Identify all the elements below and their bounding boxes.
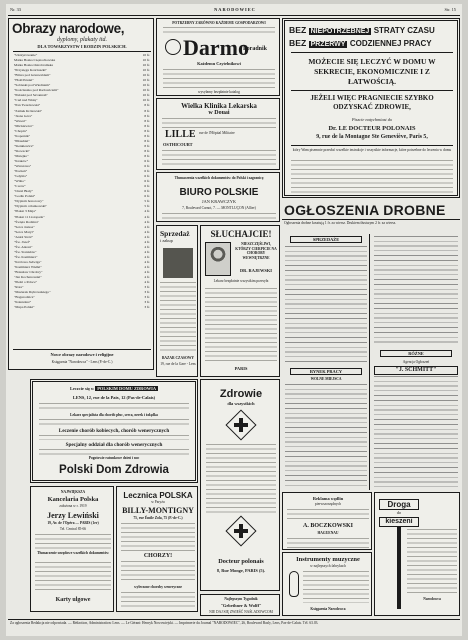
item-name: "Bolesław Chrobry"	[14, 270, 43, 275]
header-page: Str. 15	[444, 7, 456, 12]
item-price: 10 fr.	[142, 93, 150, 98]
biuro-top: Tłumaczenia wszelkich dokumentów do Polski i zagranicę	[174, 176, 264, 180]
headline-2	[289, 38, 459, 50]
droga-word: kieszeni	[379, 517, 419, 527]
item-price: 4 fr.	[144, 229, 150, 234]
item-price: 8 fr.	[144, 153, 150, 158]
doctor-addr: 9, rue de la Montagne Ste Geneviève, Paris 5,	[316, 134, 428, 140]
item-name: "Pułaski pod Savannah"	[14, 93, 48, 98]
item-name: "Przysięga Kościuszki"	[14, 68, 47, 73]
item-name: "Matejko"	[14, 153, 29, 158]
item-name: "Kraków"	[14, 158, 29, 163]
ogloszenia-section	[282, 200, 460, 490]
item-price: 4 fr.	[144, 270, 150, 275]
item-name: "Święta Rodzina"	[14, 219, 39, 224]
item-name: "Królowa Jadwiga"	[14, 259, 42, 264]
instrumenty-title: Instrumenty muzyczne	[296, 556, 360, 563]
item-price: 4 fr.	[144, 239, 150, 244]
cross-icon-top	[225, 409, 256, 440]
item-name: "Warszawa"	[14, 164, 32, 169]
sprzedaz-addr: 19, rue de la Gare - Lens	[160, 362, 196, 366]
reklama-sub: pierwszorzędnych	[314, 502, 342, 506]
page-header	[10, 7, 458, 14]
kancelaria-mid: Tłumaczenie urzędowe wszelkich dokumentów	[37, 551, 109, 555]
obrazy-sub2: DLA TOWARZYSTW I RODZIN POLSKICH.	[37, 44, 127, 49]
lecznica-sub: w Paryżu	[151, 500, 165, 504]
droga-ad	[374, 492, 460, 616]
item-price: 4 fr.	[144, 259, 150, 264]
item-name: "Plakat 3 Maja"	[14, 209, 37, 214]
item-name: "Mapa Polski"	[14, 305, 35, 310]
doctor-portrait	[205, 242, 231, 276]
item-price: 8 fr.	[144, 143, 150, 148]
kancelaria-name: Jerzy Lewiński	[47, 511, 99, 520]
biuro-owner: JAN KRAWCZYK	[201, 199, 237, 204]
reklama-ad	[282, 492, 372, 550]
item-name: "Piłsudski"	[14, 138, 30, 143]
item-price: 3 fr.	[144, 290, 150, 295]
item-price: 4 fr.	[144, 249, 150, 254]
item-price: 8 fr.	[144, 138, 150, 143]
item-price: 3 fr.	[144, 305, 150, 310]
item-price: 4 fr.	[144, 219, 150, 224]
page-footer: Za ogłoszenia Redakcja nie odpowiada. — Rédaction, Administration: Lens. — Le Gérant: Henryk Nowowiejski. — Imprimerie du Journal "NARODOWIEC", 26, Boulevard Basly, Lens, Pas-de-Calais. Tél. 63.03.	[10, 621, 319, 625]
body-2: JEŻELI WIĘC PRAGNIECIE SZYBKO ODZYSKAĆ ZDROWIE,	[310, 94, 434, 111]
footer-note: który Wam pisemnie przesłać wszelkie instrukcje i wszystkie informacje, które potrzebne do leczenia w domu	[292, 148, 452, 152]
biuro-addr: 7, Boulevard Carnot, 7. — MONTLUÇON (Allier)	[182, 206, 256, 210]
item-price: 6 fr.	[144, 179, 150, 184]
ogloszenia-right	[372, 234, 460, 490]
headline-1c: STRATY CZASU	[373, 26, 435, 35]
kancelaria-title: Kancelaria Polska	[47, 496, 99, 503]
item-name: "Dyplom honorowy"	[14, 199, 44, 204]
dom-b3: Specjalny oddział dla chorób wenerycznych	[65, 442, 163, 448]
headline-1	[289, 25, 459, 37]
item-price: 8 fr.	[144, 103, 150, 108]
zycie-footer: NIE DAJ SIĘ ZWIEŚĆ NAŚLADOWCOM	[209, 610, 273, 614]
item-price: 3 fr.	[144, 285, 150, 290]
instrumenty-sub: w najlepszych fabrykach	[310, 564, 346, 568]
kancelaria-phone: Tel. Central 85-66	[59, 527, 87, 531]
item-name: "Plakat 11 Listopada"	[14, 214, 45, 219]
ogloszenia-left	[282, 234, 370, 490]
item-price: 4 fr.	[144, 275, 150, 280]
item-price: 10 fr.	[142, 68, 150, 73]
kancelaria-sub: założona w r. 1919	[59, 504, 87, 508]
dom-b2: Leczenie chorób kobiecych, chorób wenerycznych	[58, 428, 170, 434]
item-price: 4 fr.	[144, 254, 150, 259]
bez-straty-ad	[282, 18, 460, 198]
zdrowie-sub: dla wszystkich	[227, 401, 255, 406]
klinika-ad	[156, 98, 280, 170]
item-price: 6 fr.	[144, 164, 150, 169]
headline-2b: PRZERWY	[310, 41, 346, 48]
zycie-ad	[200, 594, 280, 616]
klinika-city: LILLE	[165, 129, 196, 140]
item-name: "Słowacki"	[14, 148, 30, 153]
ogloszenia-title: OGŁOSZENIA DROBNE	[284, 202, 446, 218]
obrazy-list-item	[14, 305, 150, 310]
item-name: "Pan Twardowski"	[14, 103, 41, 108]
klinika-sub: w Douai	[208, 110, 230, 116]
item-price: 10 fr.	[142, 78, 150, 83]
section-rynek-pracy: RYNEK PRACY	[290, 368, 362, 375]
sprzedaz-title: Sprzedaż	[160, 229, 190, 238]
sluchajcie-ad	[200, 225, 280, 377]
item-price: 3 fr.	[144, 295, 150, 300]
zdrowie-addr: 8, Rue Monge, PARIS (5).	[216, 568, 266, 573]
dom-title: Polski Dom Zdrowia	[59, 464, 169, 476]
instrumenty-footer: Księgarnia Narodowca	[310, 607, 346, 611]
item-price: 10 fr.	[142, 73, 150, 78]
headline-2a: BEZ	[289, 38, 307, 48]
lecznica-addr: 75, rue Émile Zola, 75 (P.-de-C.)	[133, 516, 183, 520]
violin-icon	[289, 571, 299, 597]
item-name: "Serce Jezusa"	[14, 224, 35, 229]
item-price: 6 fr.	[144, 174, 150, 179]
obrazy-footer-2: Księgarnia "Narodowca" - Lens (P.-de-C.)	[51, 360, 113, 364]
kancelaria-addr: 19, Av. de l'Opéra — PARIS (1er)	[47, 521, 99, 525]
darmo-note: wysyłamy bezpłatnie katalog	[198, 90, 240, 94]
item-name: "Pieśń o Polsce"	[14, 280, 38, 285]
item-price: 6 fr.	[144, 189, 150, 194]
item-name: "Jasna Góra"	[14, 113, 33, 118]
biuro-title: BIURO POLSKIE	[179, 187, 259, 198]
sprzedaz-ad	[156, 225, 198, 377]
headline-1a: BEZ	[289, 25, 307, 35]
section-rozne: RÓŻNE	[380, 350, 452, 357]
item-price: 4 fr.	[144, 234, 150, 239]
droga-sub: do	[396, 510, 402, 515]
item-name: "Chopin"	[14, 128, 28, 133]
sluchajcie-city: PARIS	[234, 366, 248, 371]
cross-icon-bottom	[225, 515, 256, 546]
obrazy-title: Obrazy narodowe,	[12, 21, 125, 36]
item-price: 4 fr.	[144, 209, 150, 214]
item-price: 10 fr.	[142, 53, 150, 57]
item-name: "Poznań"	[14, 169, 28, 174]
klinika-street: rue de l'Hôpital Militaire	[199, 131, 235, 135]
item-name: "Kazimierz Wielki"	[14, 264, 42, 269]
item-name: "Mazurek Dąbrowskiego"	[14, 290, 51, 295]
item-name: "Św. Kazimierz"	[14, 254, 38, 259]
dom-top	[33, 386, 195, 391]
item-price: 5 fr.	[144, 199, 150, 204]
zycie-title: Najlepszym Tygodnik	[224, 597, 258, 601]
addr-label: Piszcie natychmiast do	[351, 117, 393, 122]
darmo-side: Poradnik	[243, 46, 268, 52]
item-name: "Lwów"	[14, 184, 26, 189]
darmo-title: Darmo	[183, 35, 249, 60]
item-name: "Sobieski pod Wiedniem"	[14, 83, 51, 88]
doctor-name: Dr. LE DOCTEUR POLONAIS	[328, 125, 416, 132]
instrumenty-ad	[282, 552, 372, 616]
item-name: "Hołd Pruski"	[14, 78, 34, 83]
zdrowie-ad	[200, 379, 280, 591]
item-name: "Anioł Stróż"	[14, 234, 34, 239]
signpost-icon	[397, 527, 401, 609]
klinika-brand: OSTHICOURT	[163, 142, 193, 147]
item-price: 10 fr.	[142, 63, 150, 68]
sluchajcie-doctor: DR. RAJEWSKI	[240, 268, 272, 273]
lecznica-bottom: wyleczone choroby weneryczne	[134, 585, 182, 589]
item-price: 8 fr.	[144, 108, 150, 113]
item-price: 8 fr.	[144, 133, 150, 138]
biuro-ad	[156, 172, 280, 222]
header-title: NARODOWIEC	[214, 7, 256, 12]
section-wolne-miejsca: WOLNE MIEJSCA	[310, 377, 342, 381]
item-price: 4 fr.	[144, 264, 150, 269]
sprzedaz-footer: BAZAR CZASOWY	[161, 356, 195, 360]
item-name: "Zamek Królewski"	[14, 108, 43, 113]
reklama-title: Reklama wędlin	[312, 496, 344, 501]
item-price: 8 fr.	[144, 148, 150, 153]
darmo-sub: Każdemu Czytelnikowi	[197, 61, 241, 66]
item-name: "Rota"	[14, 285, 24, 290]
header-issue: Nr. 33	[10, 7, 21, 12]
item-price: 6 fr.	[144, 158, 150, 163]
newspaper-page	[6, 4, 462, 636]
item-price: 10 fr.	[142, 98, 150, 103]
body-1: MOŻECIE SIĘ LECZYĆ W DOMU W SEKRECIE, EKONOMICZNIE I Z ŁATWOŚCIĄ.	[308, 57, 436, 86]
obrazy-ad	[8, 18, 154, 370]
item-name: "Św. Stanisław"	[14, 249, 37, 254]
item-price: 6 fr.	[144, 169, 150, 174]
item-name: "Wawel"	[14, 118, 27, 123]
dom-zdrowia-ad	[30, 379, 198, 483]
sewing-machine-icon	[163, 248, 193, 278]
item-price: 10 fr.	[142, 88, 150, 93]
item-name: "Dyplom członkowski"	[14, 204, 47, 209]
dom-b4: Pogotowie ratunkowe dzień i noc	[88, 456, 140, 460]
item-name: "Ukrzyżowanie"	[14, 53, 38, 57]
zdrowie-bottom: Docteur polonais	[218, 558, 264, 565]
item-name: "Św. Józef"	[14, 239, 31, 244]
item-name: "Serce Maryi"	[14, 229, 35, 234]
kancelaria-footer: Karty ulgowe	[55, 597, 91, 603]
kancelaria-top: NAJWIĘKSZA	[60, 490, 86, 494]
item-price: 8 fr.	[144, 113, 150, 118]
dom-top-1: Leczcie się w	[69, 386, 95, 391]
obrazy-subtitle: dyplomy, plakaty itd.	[57, 37, 107, 43]
dom-top-2: POLSKIM DOMU ZDROWIA	[97, 386, 157, 391]
item-price: 5 fr.	[144, 204, 150, 209]
item-name: "Kościuszko pod Racławicami"	[14, 88, 59, 93]
item-name: "Cud nad Wisłą"	[14, 98, 38, 103]
item-name: "Orzeł Biały"	[14, 189, 34, 194]
item-price: 8 fr.	[144, 123, 150, 128]
droga-title: Droga	[379, 499, 419, 510]
section-sprzedaze: SPRZEDAŻE	[290, 236, 362, 243]
item-price: 4 fr.	[144, 280, 150, 285]
item-name: "Mickiewicz"	[14, 123, 34, 128]
item-price: 10 fr.	[142, 83, 150, 88]
item-name: "Bitwa pod Grunwaldem"	[14, 73, 51, 78]
dom-addr: LENS, 12, rue de la Paix, 12 (Pas-de-Calais)	[72, 395, 156, 400]
item-price: 4 fr.	[144, 224, 150, 229]
item-name: "Św. Antoni"	[14, 244, 33, 249]
item-name: "Sienkiewicz"	[14, 143, 34, 148]
zycie-name: "Gebethner & Wolff"	[220, 603, 262, 608]
sluchajcie-title: SŁUCHAJCIE!	[210, 229, 272, 239]
item-price: 3 fr.	[144, 300, 150, 305]
item-name: "Godło Polski"	[14, 194, 36, 199]
lecznica-name: BILLY-MONTIGNY	[122, 506, 194, 515]
ogloszenia-sub: Ogłoszenia drobne kosztują 1 fr. za wiersz. Drukiem tłustszym 2 fr. za wiersz.	[284, 221, 397, 225]
item-price: 8 fr.	[144, 118, 150, 123]
item-price: 4 fr.	[144, 214, 150, 219]
headline-2c: CODZIENNEJ PRACY	[349, 39, 432, 48]
darmo-ad	[156, 18, 280, 96]
obrazy-footer-1: Nowe obrazy narodowe i religijne	[50, 352, 114, 357]
schmitt-name: "J. SCHMITT"	[374, 366, 458, 375]
item-price: 4 fr.	[144, 244, 150, 249]
sprzedaz-sub: i zakup	[160, 238, 173, 243]
sluchajcie-sub: Lekarz bezpłatnie wszystkim przesyła	[213, 279, 269, 283]
item-price: 6 fr.	[144, 184, 150, 189]
item-price: 8 fr.	[144, 128, 150, 133]
lecznica-ad	[116, 486, 198, 612]
klinika-title: Wielka Klinika Lekarska	[181, 102, 257, 110]
item-name: "Kalendarz"	[14, 300, 32, 305]
lecznica-mid: CHORZY!	[143, 553, 173, 559]
dom-b1: Lekarz specjalista dla chorób płuc, serca, nerek i żołądka	[70, 413, 158, 417]
item-name: Matka Boska Ostrobramska	[14, 63, 54, 68]
kancelaria-ad	[30, 486, 114, 612]
item-name: "Bogurodzica"	[14, 295, 35, 300]
sluchajcie-lines: NIESZCZĘŚLIWI, KTÓRZY CIERPICIE NA CHOROBY WEWNĘTRZNE	[235, 242, 277, 260]
item-name: Matka Boska Częstochowska	[14, 58, 56, 63]
headline-1b: NIEPOTRZEBNEJ	[310, 28, 370, 35]
reklama-name: A. BOCZKOWSKI	[302, 523, 353, 529]
item-name: "Wilno"	[14, 179, 26, 184]
schmitt-sub: Agencja Ogłoszeń	[402, 360, 430, 364]
lecznica-title: Lecznica POLSKA	[123, 491, 193, 500]
book-icon	[165, 39, 181, 55]
item-name: "Gdynia"	[14, 174, 28, 179]
darmo-top: POTRZEBNY ZARÓWNO KAŻDEMU GOSPODARZOWI	[172, 21, 266, 25]
item-name: "Kopernik"	[14, 133, 31, 138]
zdrowie-title: Zdrowie	[219, 388, 263, 400]
item-price: 6 fr.	[144, 194, 150, 199]
reklama-city: HAGUENAU	[317, 531, 339, 535]
item-name: "Jan Kochanowski"	[14, 275, 42, 280]
item-price: 10 fr.	[142, 58, 150, 63]
droga-bottom: Narodowca	[423, 597, 441, 601]
obrazy-price-list	[14, 53, 150, 310]
